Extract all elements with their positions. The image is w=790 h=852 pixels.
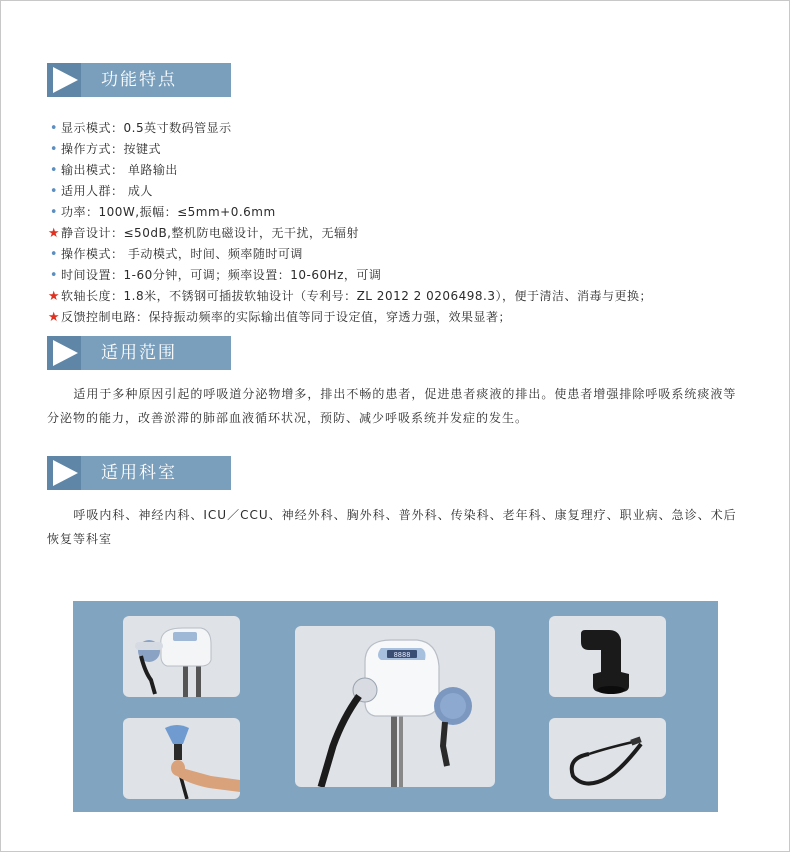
photo-hand-holding — [123, 718, 240, 799]
feature-item — [47, 244, 767, 265]
star-icon: ★ — [47, 289, 61, 304]
device-small-image — [123, 616, 240, 697]
elbow-connector-image — [549, 616, 666, 697]
feature-item — [47, 286, 767, 307]
feature-text: 适用人群： 成人 — [61, 184, 153, 198]
device-main-image — [295, 626, 495, 787]
feature-text: 输出模式： 单路输出 — [61, 163, 178, 177]
play-arrow-icon — [47, 336, 81, 370]
feature-item — [47, 202, 767, 223]
section-header-features — [47, 63, 231, 97]
feature-item — [47, 223, 767, 244]
feature-text: 操作方式：按键式 — [61, 142, 162, 156]
feature-item — [47, 265, 767, 286]
section-header-departments — [47, 456, 231, 490]
photo-elbow-connector — [549, 616, 666, 697]
feature-item — [47, 139, 767, 160]
section-title-features: 功能特点 — [101, 70, 177, 90]
bullet-icon: • — [49, 184, 59, 199]
feature-text: 操作模式： 手动模式，时间、频率随时可调 — [61, 247, 303, 261]
bullet-icon: • — [49, 247, 59, 262]
photo-flexible-shaft — [549, 718, 666, 799]
hand-holding-image — [123, 718, 240, 799]
section-header-scope — [47, 336, 231, 370]
flexible-shaft-image — [549, 718, 666, 799]
feature-list — [47, 118, 767, 328]
feature-text: 显示模式：0.5英寸数码管显示 — [61, 121, 232, 135]
product-gallery — [73, 601, 718, 812]
feature-item — [47, 118, 767, 139]
section-title-scope: 适用范围 — [101, 343, 177, 363]
bullet-icon: • — [49, 205, 59, 220]
photo-device-small — [123, 616, 240, 697]
bullet-icon: • — [49, 142, 59, 157]
feature-text: 反馈控制电路：保持振动频率的实际输出值等同于设定值，穿透力强，效果显著； — [61, 310, 512, 324]
bullet-icon: • — [49, 163, 59, 178]
device-display-text: 8888 — [393, 651, 411, 659]
feature-text: 时间设置：1-60分钟，可调；频率设置：10-60Hz，可调 — [61, 268, 382, 282]
feature-item — [47, 307, 767, 328]
feature-text: 功率：100W,振幅：≤5mm+0.6mm — [61, 205, 276, 219]
feature-item — [47, 160, 767, 181]
play-arrow-icon — [47, 63, 81, 97]
feature-item — [47, 181, 767, 202]
section-title-departments: 适用科室 — [101, 463, 177, 483]
feature-text: 静音设计：≤50dB,整机防电磁设计，无干扰，无辐射 — [61, 226, 359, 240]
star-icon: ★ — [47, 310, 61, 325]
star-icon: ★ — [47, 226, 61, 241]
scope-paragraph: 适用于多种原因引起的呼吸道分泌物增多，排出不畅的患者，促进患者痰液的排出。使患者增强排除呼吸系统痰液等分泌物的能力，改善淤滞的肺部血液循环状况，预防、减少呼吸系统并发症的发生。 — [47, 387, 737, 425]
photo-device-main — [295, 626, 495, 787]
departments-paragraph: 呼吸内科、神经内科、ICU／CCU、神经外科、胸外科、普外科、传染科、老年科、康复理疗、职业病、急诊、术后恢复等科室 — [47, 508, 737, 546]
bullet-icon: • — [49, 268, 59, 283]
bullet-icon: • — [49, 121, 59, 136]
play-arrow-icon — [47, 456, 81, 490]
feature-text: 软轴长度：1.8米，不锈钢可插拔软轴设计（专利号：ZL 2012 2 0206498.3），便于清洁、消毒与更换； — [61, 289, 653, 303]
